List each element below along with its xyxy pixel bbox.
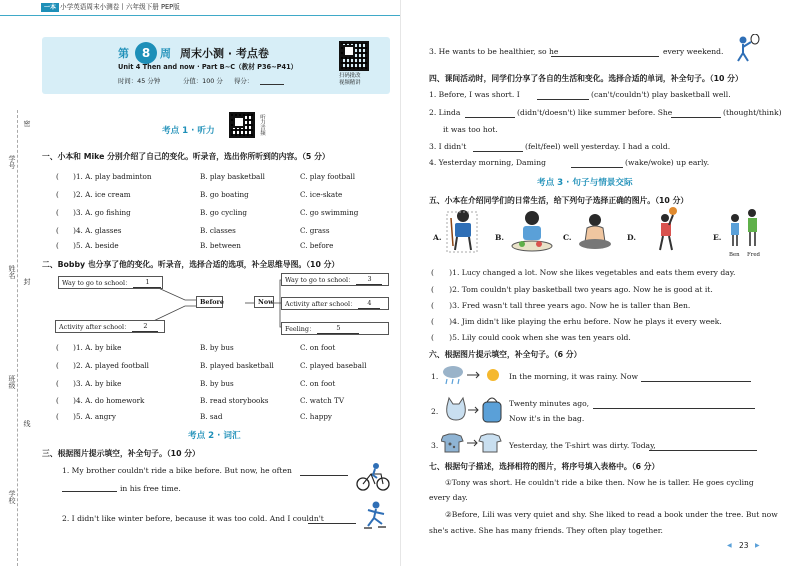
ben-and-fred-picture xyxy=(726,208,762,252)
way-before-box xyxy=(58,276,163,289)
s2-q3-b: B. by bus xyxy=(200,379,234,388)
pic-letter-b: B. xyxy=(495,233,505,242)
now-node: Now xyxy=(254,296,274,308)
s2-q3: ( )3. A. by bike xyxy=(56,379,122,388)
activity-now-box xyxy=(281,297,389,310)
s4-q4-b: (wake/woke) up early. xyxy=(625,158,710,167)
book-title: 小学英语周末小测卷丨六年级下册 PEP版 xyxy=(60,3,180,11)
s2-q3-c: C. on foot xyxy=(300,379,336,388)
s3-q2-text: 2. I didn't like winter before, because it was too cold. And I couldn't xyxy=(62,514,324,523)
s3-q1-blank-b[interactable] xyxy=(62,482,117,492)
got-score-blank[interactable] xyxy=(260,76,284,85)
s4-q1-blank[interactable] xyxy=(537,90,589,100)
feeling-blank[interactable]: 5 xyxy=(317,323,359,334)
ben-label: Ben xyxy=(729,252,740,258)
s5-q2: ( )2. Tom couldn't play basketball two years ago. Now he is good at it. xyxy=(431,285,713,294)
s3-q1-text-b: in his free time. xyxy=(120,484,181,493)
unit-info: Unit 4 Then and now · Part B~C（教材 P36~P41） xyxy=(118,63,298,71)
school-label: 学校 xyxy=(8,490,16,504)
s7-p1-b: every day. xyxy=(429,493,468,502)
s5-q5: ( )5. Lily could cook when she was ten years old. xyxy=(431,333,631,342)
s2-q5: ( )5. A. angry xyxy=(56,412,116,421)
section-7-heading: 七、根据句子描述，选择相符的图片，将序号填入表格中。（6 分） xyxy=(429,462,660,471)
s1-q4-b: B. classes xyxy=(200,226,236,235)
s3-q2-blank[interactable] xyxy=(308,514,356,524)
s2-q5-c: C. happy xyxy=(300,412,332,421)
binding-strip xyxy=(0,110,36,566)
qr-caption-2: 视频精讲 xyxy=(339,80,361,86)
s2-q2-c: C. played baseball xyxy=(300,361,367,370)
way-before-label: Way to go to school： xyxy=(62,279,132,287)
s2-q2-b: B. played basketball xyxy=(200,361,274,370)
girl-eating-vegetables-picture xyxy=(507,208,557,254)
s4-q2-b: (didn't/doesn't) like summer before. She xyxy=(517,108,673,117)
s1-q3: ( )3. A. go fishing xyxy=(56,208,131,217)
s1-q3-b: B. go cycling xyxy=(200,208,248,217)
s4-q3-blank[interactable] xyxy=(473,142,523,152)
skating-picture xyxy=(360,500,392,532)
s4-q3-b: (felt/feel) well yesterday. I had a cold. xyxy=(525,142,671,151)
activity-before-box xyxy=(55,320,165,333)
pic-letter-a: A. xyxy=(433,233,442,242)
seal-mark-2: 封 xyxy=(23,278,31,285)
s4-q4-blank[interactable] xyxy=(571,158,623,168)
activity-before-blank[interactable]: 2 xyxy=(132,321,158,332)
fred-label: Fred xyxy=(747,252,760,258)
s6-q1-text: In the morning, it was rainy. Now xyxy=(509,372,638,381)
s2-q1: ( )1. A. by bike xyxy=(56,343,122,352)
s6-q1-blank[interactable] xyxy=(641,372,751,382)
s3-q3-text-a: 3. He wants to be healthier, so he xyxy=(429,47,559,56)
s5-q1: ( )1. Lucy changed a lot. Now she likes vegetables and eats them every day. xyxy=(431,268,736,277)
section-5-heading: 五、小本在介绍同学们的日常生活，给下列句子选择正确的图片。（10 分） xyxy=(429,196,689,205)
way-now-blank[interactable]: 3 xyxy=(356,274,382,285)
section-title-sentences: 考点 3 · 句子与情景交际 xyxy=(537,178,633,188)
s1-q4-c: C. grass xyxy=(300,226,330,235)
s7-p1-a: ①Tony was short. He couldn't ride a bike then. Now he is taller. He goes cycling xyxy=(445,478,754,487)
top-bar xyxy=(0,0,400,16)
s1-q2: ( )2. A. ice cream xyxy=(56,190,131,199)
feeling-label: Feeling： xyxy=(285,325,316,333)
s4-q3-a: 3. I didn't xyxy=(429,142,467,151)
s1-q1-b: B. play basketball xyxy=(200,172,265,181)
s7-p2-b: she's active. She has many friends. They often play together. xyxy=(429,526,663,535)
test-title: 周末小测 · 考点卷 xyxy=(180,47,269,60)
section-6-heading: 六、根据图片提示填空，补全句子。（6 分） xyxy=(429,350,582,359)
badminton-picture xyxy=(731,34,761,64)
s6-q2-text-a: Twenty minutes ago, xyxy=(509,399,590,408)
s4-q2-a: 2. Linda xyxy=(429,108,461,117)
s5-q4: ( )4. Jim didn't like playing the erhu before. Now he plays it every week. xyxy=(431,317,722,326)
section-1-heading: 一、小本和 Mike 分别介绍了自己的变化。听录音，选出你所听到的内容。（5 分） xyxy=(42,152,330,161)
section-2-heading: 二、Bobby 也分享了他的变化。听录音，选择合适的选项，补全思维导图。（10 分） xyxy=(42,260,340,269)
listening-qr-caption: 听力音频 xyxy=(259,114,265,136)
seal-mark-1: 密 xyxy=(23,120,31,127)
seal-mark-3: 线 xyxy=(23,420,31,427)
s6-q3-blank[interactable] xyxy=(649,441,757,451)
book-tag: 一本 xyxy=(41,3,59,12)
score-info: 分值：100 分 xyxy=(183,77,223,85)
week-number: 8 xyxy=(135,42,157,64)
s4-q2-blank-2[interactable] xyxy=(671,108,721,118)
s6-n2: 2. xyxy=(431,407,439,416)
s2-q4-b: B. read storybooks xyxy=(200,396,269,405)
girl-cooking-picture xyxy=(573,212,617,252)
s1-q2-b: B. go boating xyxy=(200,190,249,199)
s3-q1-blank-a[interactable] xyxy=(300,466,348,476)
s6-n1: 1. xyxy=(431,372,439,381)
prev-page-arrow[interactable]: ◀ xyxy=(727,542,732,549)
s4-q2-d: it was too hot. xyxy=(443,125,498,134)
week-prefix: 第 xyxy=(118,47,129,60)
way-before-blank[interactable]: 1 xyxy=(133,277,161,288)
s2-q2: ( )2. A. played football xyxy=(56,361,149,370)
pic-letter-d: D. xyxy=(627,233,636,242)
before-node: Before xyxy=(196,296,223,308)
name-label: 姓名 xyxy=(8,265,16,279)
right-page xyxy=(400,0,800,566)
s2-q5-b: B. sad xyxy=(200,412,223,421)
section-4-heading: 四、课间活动时，同学们分享了各自的生活和变化。选择合适的单词，补全句子。（10 分） xyxy=(429,74,743,83)
s2-q4: ( )4. A. do homework xyxy=(56,396,145,405)
s3-q3-blank[interactable] xyxy=(551,47,659,57)
s1-q1: ( )1. A. play badminton xyxy=(56,172,152,181)
s1-q2-c: C. ice-skate xyxy=(300,190,343,199)
class-label: 班级 xyxy=(8,375,16,389)
s1-q5-c: C. before xyxy=(300,241,334,250)
got-score-label: 得分： xyxy=(234,77,254,85)
s3-q1-text-a: 1. My brother couldn't ride a bike before. But now, he often xyxy=(62,466,292,475)
way-now-label: Way to go to school： xyxy=(285,276,355,284)
s6-n3: 3. xyxy=(431,441,439,450)
week-suffix: 周 xyxy=(160,47,171,60)
s2-q1-c: C. on foot xyxy=(300,343,336,352)
pic-letter-e: E. xyxy=(713,233,722,242)
section-3-heading: 三、根据图片提示填空，补全句子。（10 分） xyxy=(42,449,200,458)
tshirt-dirty-to-clean-picture xyxy=(441,432,505,454)
pic-letter-c: C. xyxy=(563,233,572,242)
activity-before-label: Activity after school： xyxy=(59,323,131,331)
time-info: 时间：45 分钟 xyxy=(118,77,161,85)
s4-q4-a: 4. Yesterday morning, Daming xyxy=(429,158,546,167)
erhu-player-picture xyxy=(445,208,481,254)
s4-q1-b: (can't/couldn't) play basketball well. xyxy=(591,90,731,99)
s1-q5: ( )5. A. beside xyxy=(56,241,119,250)
s2-q1-b: B. by bus xyxy=(200,343,234,352)
s4-q2-c: (thought/think) xyxy=(723,108,782,117)
student-number-label: 学号 xyxy=(8,155,16,169)
s1-q3-c: C. go swimming xyxy=(300,208,359,217)
s6-q3-text: Yesterday, the T-shirt was dirty. Today, xyxy=(509,441,656,450)
section-title-vocabulary: 考点 2 · 词汇 xyxy=(188,431,241,441)
s6-q2-blank[interactable] xyxy=(593,399,755,409)
activity-now-blank[interactable]: 4 xyxy=(358,298,380,309)
s1-q5-b: B. between xyxy=(200,241,241,250)
qr-code[interactable] xyxy=(339,41,369,71)
s1-q4: ( )4. A. glasses xyxy=(56,226,122,235)
rain-to-sun-picture xyxy=(441,364,505,386)
s1-q1-c: C. play football xyxy=(300,172,356,181)
s4-q1-a: 1. Before, I was short. I xyxy=(429,90,520,99)
cat-to-bag-picture xyxy=(441,392,505,428)
next-page-arrow[interactable]: ▶ xyxy=(755,542,760,549)
s3-q3-text-b: every weekend. xyxy=(663,47,724,56)
way-now-box xyxy=(281,273,389,286)
section-title-listening: 考点 1 · 听力 xyxy=(162,126,215,136)
s2-q4-c: C. watch TV xyxy=(300,396,345,405)
s7-p2-a: ②Before, Lili was very quiet and shy. She liked to read a book under the tree. But now xyxy=(445,510,778,519)
qr-caption-1: 扫码批改 xyxy=(339,73,361,79)
s4-q2-blank-1[interactable] xyxy=(465,108,515,118)
listening-qr-code[interactable] xyxy=(229,112,255,138)
page-number: 23 xyxy=(739,541,749,550)
boy-basketball-picture xyxy=(653,206,683,254)
feeling-box xyxy=(281,322,389,335)
s5-q3: ( )3. Fred wasn't tall three years ago. Now he is taller than Ben. xyxy=(431,301,691,310)
s6-q2-text-b: Now it's in the bag. xyxy=(509,414,585,423)
activity-now-label: Activity after school： xyxy=(285,300,357,308)
boy-cycling-picture xyxy=(355,462,391,492)
